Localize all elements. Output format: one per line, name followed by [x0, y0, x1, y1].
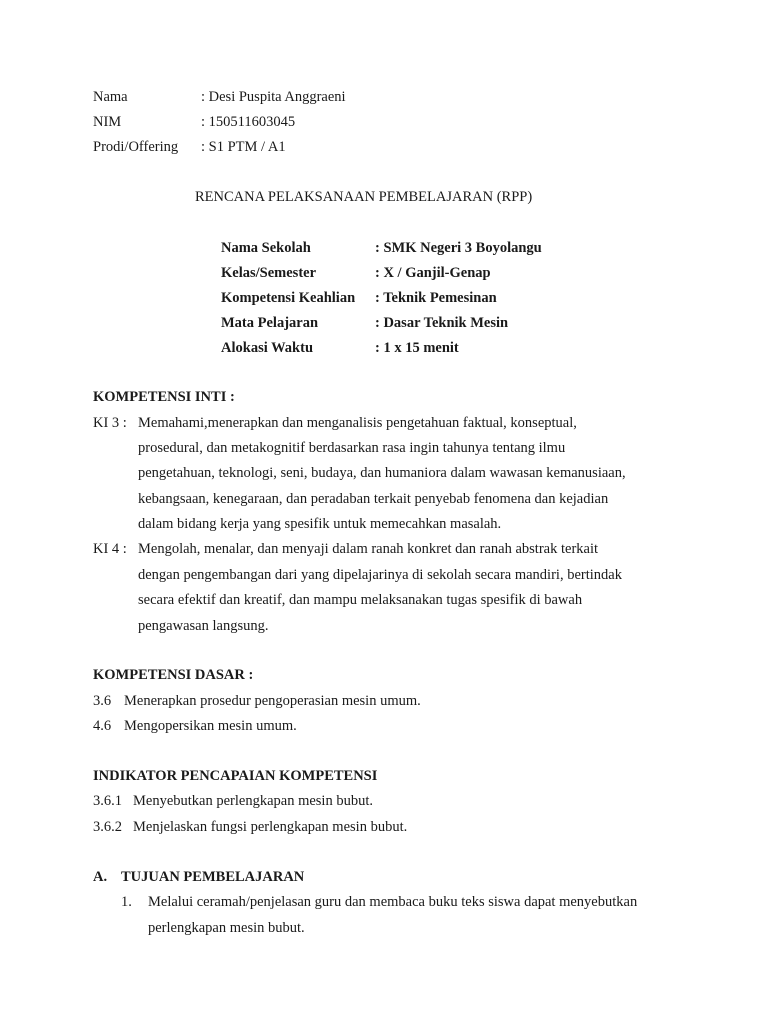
ipk-item-number: 3.6.2 — [93, 819, 122, 835]
ki-3-line-4: kebangsaan, kenegaraan, dan peradaban terkait penyebab fenomena dan kejadian — [138, 491, 609, 507]
ki-4-line-1: Mengolah, menalar, dan menyaji dalam ranah konkret dan ranah abstrak terkait — [138, 541, 599, 557]
ki-3-line-1: Memahami,menerapkan dan menganalisis pengetahuan faktual, konseptual, — [138, 415, 577, 431]
competency-label: Kompetensi Keahlian — [221, 290, 356, 306]
student-nim-label: NIM — [93, 114, 122, 130]
class-semester-label: Kelas/Semester — [221, 265, 317, 281]
ki-heading: KOMPETENSI INTI : — [93, 389, 235, 405]
ki-4-line-4: pengawasan langsung. — [138, 618, 269, 634]
kd-item-number: 4.6 — [93, 718, 112, 734]
tujuan-letter: A. — [93, 869, 108, 885]
kd-item-text: Mengopersikan mesin umum. — [124, 718, 297, 734]
student-name-label: Nama — [93, 89, 128, 105]
ki-3-code: KI 3 : — [93, 415, 127, 431]
ipk-item-text: Menjelaskan fungsi perlengkapan mesin bubut. — [133, 819, 408, 835]
tujuan-item-line-2: perlengkapan mesin bubut. — [148, 920, 305, 936]
class-semester-value: : X / Ganjil-Genap — [375, 265, 491, 281]
ki-3-line-2: prosedural, dan metakognitif berdasarkan rasa ingin tahunya tentang ilmu — [138, 440, 566, 456]
ki-3-line-5: dalam bidang kerja yang spesifik untuk memecahkan masalah. — [138, 516, 502, 532]
tujuan-item-number: 1. — [121, 894, 132, 910]
tujuan-item-line-1: Melalui ceramah/penjelasan guru dan membaca buku teks siswa dapat menyebutkan — [148, 894, 638, 910]
ki-3-line-3: pengetahuan, teknologi, seni, budaya, dan humaniora dalam wawasan kemanusiaan, — [138, 465, 626, 481]
ki-4-code: KI 4 : — [93, 541, 127, 557]
ipk-item-number: 3.6.1 — [93, 793, 122, 809]
ipk-heading: INDIKATOR PENCAPAIAN KOMPETENSI — [93, 768, 378, 784]
tujuan-title: TUJUAN PEMBELAJARAN — [121, 869, 305, 885]
student-prodi-value: : S1 PTM / A1 — [201, 139, 286, 155]
competency-value: : Teknik Pemesinan — [375, 290, 497, 306]
subject-label: Mata Pelajaran — [221, 315, 319, 331]
ki-4-line-2: dengan pengembangan dari yang dipelajarinya di sekolah secara mandiri, bertindak — [138, 567, 622, 583]
ipk-item-text: Menyebutkan perlengkapan mesin bubut. — [133, 793, 373, 809]
subject-value: : Dasar Teknik Mesin — [375, 315, 509, 331]
time-allocation-label: Alokasi Waktu — [221, 340, 314, 356]
time-allocation-value: : 1 x 15 menit — [375, 340, 459, 356]
student-prodi-label: Prodi/Offering — [93, 139, 179, 155]
student-name-value: : Desi Puspita Anggraeni — [201, 89, 346, 105]
kd-item-text: Menerapkan prosedur pengoperasian mesin umum. — [124, 693, 421, 709]
kd-heading: KOMPETENSI DASAR : — [93, 667, 254, 683]
school-name-label: Nama Sekolah — [221, 240, 311, 256]
kd-item-number: 3.6 — [93, 693, 112, 709]
ki-4-line-3: secara efektif dan kreatif, dan mampu melaksanakan tugas spesifik di bawah — [138, 592, 583, 608]
student-nim-value: : 150511603045 — [201, 114, 296, 130]
school-name-value: : SMK Negeri 3 Boyolangu — [375, 240, 542, 256]
document-title: RENCANA PELAKSANAAN PEMBELAJARAN (RPP) — [195, 189, 533, 205]
